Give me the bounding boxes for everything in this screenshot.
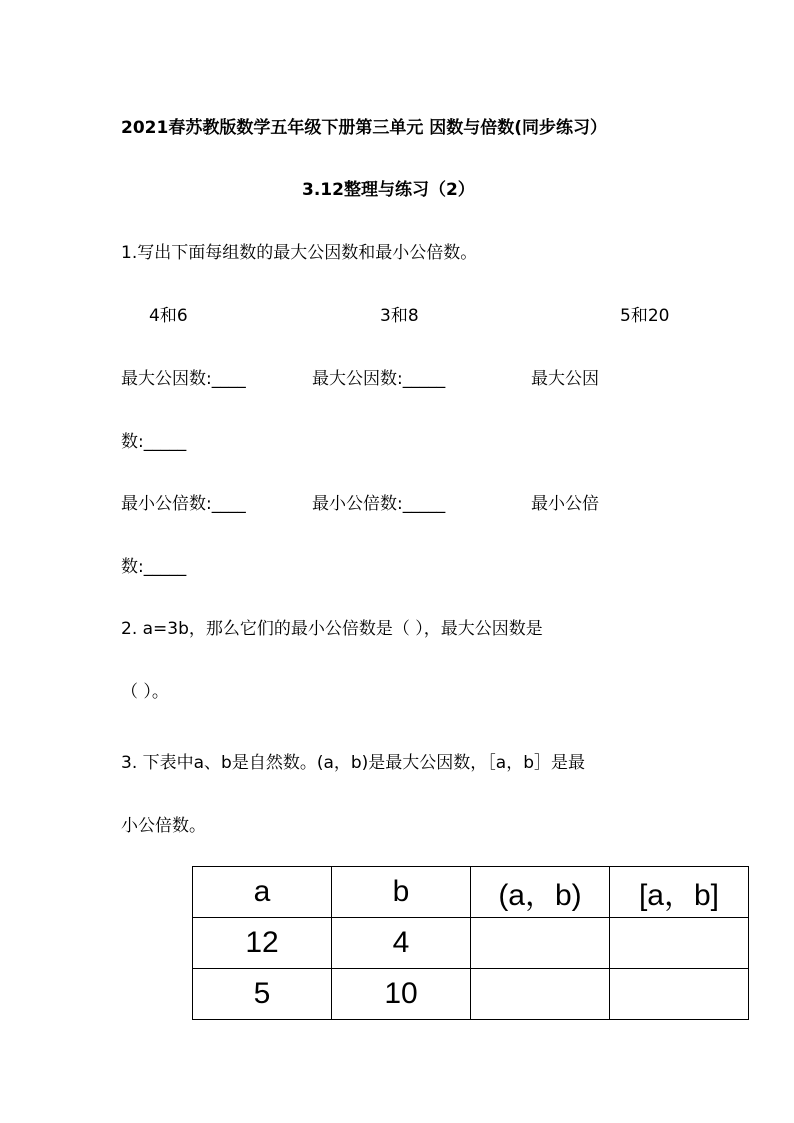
header-lcm: [a，b]	[610, 867, 749, 918]
cell-a: 5	[193, 969, 332, 1020]
cell-b: 4	[332, 918, 471, 969]
header-gcd: (a，b)	[471, 867, 610, 918]
lcm-blank-2[interactable]: 最小公倍数:_____	[312, 494, 446, 514]
lcm-blank-1[interactable]: 最小公倍数:____	[121, 494, 246, 514]
question-1-prompt: 1.写出下面每组数的最大公因数和最小公倍数。	[121, 243, 478, 263]
cell-a: 12	[193, 918, 332, 969]
table-header-row	[193, 867, 749, 918]
number-pair-1: 4和6	[149, 306, 188, 326]
gcd-blank-3-continued[interactable]: 数:_____	[121, 432, 187, 452]
question-3-line-1: 3. 下表中a、b是自然数。(a，b)是最大公因数，［a，b］是最	[121, 753, 586, 773]
number-pair-3: 5和20	[620, 306, 670, 326]
question-2-line-1: 2. a=3b，那么它们的最小公倍数是（ ），最大公因数是	[121, 619, 543, 639]
cell-lcm-answer[interactable]	[610, 969, 749, 1020]
header-b: b	[332, 867, 471, 918]
page-title: 2021春苏教版数学五年级下册第三单元 因数与倍数(同步练习）	[121, 118, 608, 138]
cell-gcd-answer[interactable]	[471, 918, 610, 969]
lcm-blank-3[interactable]: 最小公倍	[531, 494, 599, 514]
question-3-line-2: 小公倍数。	[121, 816, 206, 836]
cell-gcd-answer[interactable]	[471, 969, 610, 1020]
gcd-blank-1[interactable]: 最大公因数:____	[121, 369, 246, 389]
cell-b: 10	[332, 969, 471, 1020]
gcd-blank-3[interactable]: 最大公因	[531, 369, 599, 389]
gcd-blank-2[interactable]: 最大公因数:_____	[312, 369, 446, 389]
header-a: a	[193, 867, 332, 918]
table-row	[193, 969, 749, 1020]
number-pair-2: 3和8	[380, 306, 419, 326]
cell-lcm-answer[interactable]	[610, 918, 749, 969]
table-row	[193, 918, 749, 969]
gcd-lcm-table	[192, 866, 749, 1020]
lcm-blank-3-continued[interactable]: 数:_____	[121, 557, 187, 577]
question-2-line-2: （ ）。	[121, 682, 169, 702]
section-subtitle: 3.12整理与练习（2）	[302, 180, 475, 200]
